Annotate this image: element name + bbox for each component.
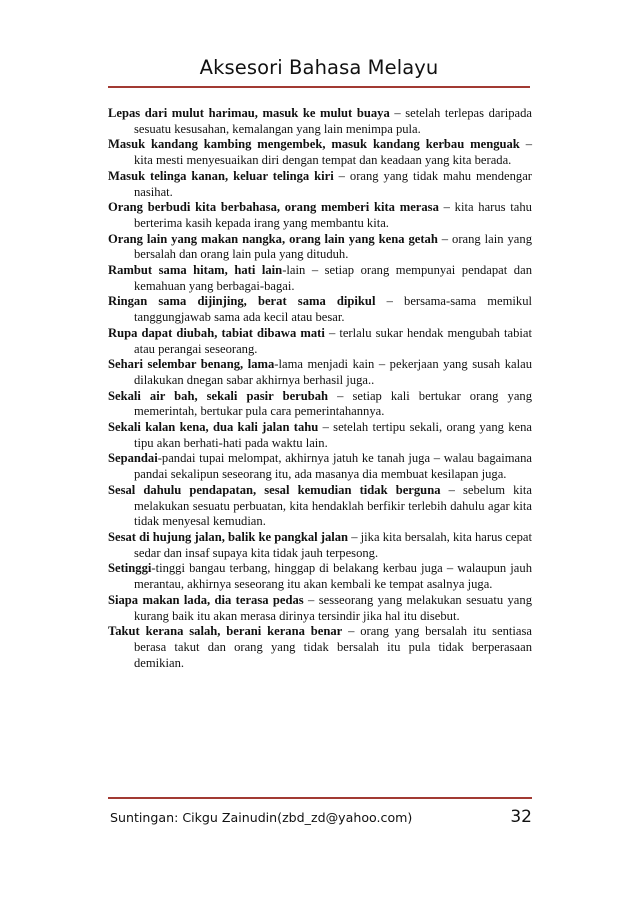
proverb-term: Sekali kalan kena, dua kali jalan tahu <box>108 420 319 435</box>
proverb-term: Takut kerana salah, berani kerana benar <box>108 624 343 639</box>
proverb-meaning: – terlalu sukar hendak mengubah tabiat atau perangai seseorang. <box>134 325 533 356</box>
header-divider <box>108 86 530 88</box>
footer-credit: Suntingan: Cikgu Zainudin(zbd_zd@yahoo.com) <box>110 810 413 825</box>
proverb-entry <box>108 326 532 357</box>
proverb-term: Rambut sama hitam, hati lain <box>108 263 283 278</box>
proverb-meaning: – jika kita bersalah, kita harus cepat sedar dan insaf supaya kita tidak jauh terpesong. <box>134 529 533 560</box>
proverb-entry <box>108 530 532 561</box>
proverb-entry <box>108 200 532 231</box>
proverb-meaning: -lain – setiap orang mempunyai pendapat dan kemahuan yang berbagai-bagai. <box>134 263 532 293</box>
proverb-term: Siapa makan lada, dia terasa pedas <box>108 592 304 607</box>
proverb-term: Sepandai <box>108 451 158 466</box>
proverb-term: Orang berbudi kita berbahasa, orang memberi kita merasa <box>108 200 439 215</box>
proverb-meaning: – bersama-sama memikul tanggungjawab sama ada kecil atau besar. <box>134 294 532 325</box>
proverb-meaning: – sebelum kita melakukan sesuatu perbuatan, kita hendaklah berfikir terlebih dahulu agar kita tidak menyesal kemudian. <box>134 482 532 529</box>
proverb-meaning: – kita harus tahu berterima kasih kepada irang yang membantu kita. <box>134 200 532 230</box>
proverb-term: Orang lain yang makan nangka, orang lain yang kena getah <box>108 231 438 246</box>
proverb-meaning: -lama menjadi kain – pekerjaan yang susah kalau dilakukan dnegan sabar akhirnya berhasil juga.. <box>134 357 532 387</box>
page-number: 32 <box>510 807 532 827</box>
proverb-entry <box>108 357 532 388</box>
proverb-meaning: – orang yang bersalah itu sentiasa berasa takut dan orang yang tidak bersalah itu pula tidak berperasaan demikian. <box>134 624 532 670</box>
proverb-entry <box>108 389 532 420</box>
proverb-meaning: – orang yang tidak mahu mendengar nasihat. <box>134 168 532 199</box>
proverb-meaning: -tinggi bangau terbang, hinggap di belakang kerbau juga – walaupun jauh merantau, akhirnya seseorang itu akan kembali ke tempat asalnya juga. <box>134 561 532 592</box>
proverb-entry <box>108 232 532 263</box>
proverb-entry <box>108 451 532 482</box>
proverb-meaning: – setelah terlepas daripada sesuatu kesusahan, kemalangan yang lain menimpa pula. <box>134 106 532 136</box>
proverb-entry <box>108 106 532 137</box>
proverb-entry <box>108 561 532 592</box>
proverb-term: Sesal dahulu pendapatan, sesal kemudian tidak berguna <box>108 482 441 497</box>
proverb-meaning: – sesseorang yang melakukan sesuatu yang kurang baik itu akan merasa dirinya tersindir jika hal itu disebut. <box>134 592 532 623</box>
proverb-entry <box>108 420 532 451</box>
proverb-entry <box>108 294 532 325</box>
proverb-entry <box>108 624 532 671</box>
proverb-term: Sehari selembar benang, lama <box>108 357 275 372</box>
page-title: Aksesori Bahasa Melayu <box>199 56 439 79</box>
proverb-meaning: – kita mesti menyesuaikan diri dengan tempat dan keadaan yang kita berada. <box>134 137 532 168</box>
proverb-term: Masuk kandang kambing mengembek, masuk kandang kerbau menguak <box>108 137 520 152</box>
proverb-term: Sesat di hujung jalan, balik ke pangkal jalan <box>108 529 349 544</box>
proverb-entry <box>108 593 532 624</box>
proverb-meaning: -pandai tupai melompat, akhirnya jatuh ke tanah juga – walau bagaimana pandai sekalipun seseorang itu, ada masanya dia membuat kesilapan juga. <box>134 451 532 482</box>
proverb-meaning: – setiap kali bertukar orang yang memerintah, bertukar pula cara pemerintahannya. <box>134 388 533 419</box>
proverb-term: Masuk telinga kanan, keluar telinga kiri <box>108 168 334 183</box>
proverb-entry <box>108 263 532 294</box>
proverb-list <box>108 106 532 671</box>
proverb-term: Ringan sama dijinjing, berat sama dipikul <box>108 294 376 309</box>
proverb-term: Lepas dari mulut harimau, masuk ke mulut buaya <box>108 106 390 120</box>
proverb-meaning: – orang lain yang bersalah dan orang lain pula yang dituduh. <box>134 231 532 262</box>
proverb-term: Setinggi <box>108 561 152 576</box>
proverb-entry <box>108 137 532 168</box>
proverb-term: Rupa dapat diubah, tabiat dibawa mati <box>108 325 325 340</box>
proverb-meaning: – setelah tertipu sekali, orang yang kena tipu akan berhati-hati pada waktu lain. <box>134 420 532 450</box>
proverb-entry <box>108 169 532 200</box>
footer-divider <box>108 797 532 799</box>
proverb-entry <box>108 483 532 530</box>
proverb-term: Sekali air bah, sekali pasir berubah <box>108 388 329 403</box>
